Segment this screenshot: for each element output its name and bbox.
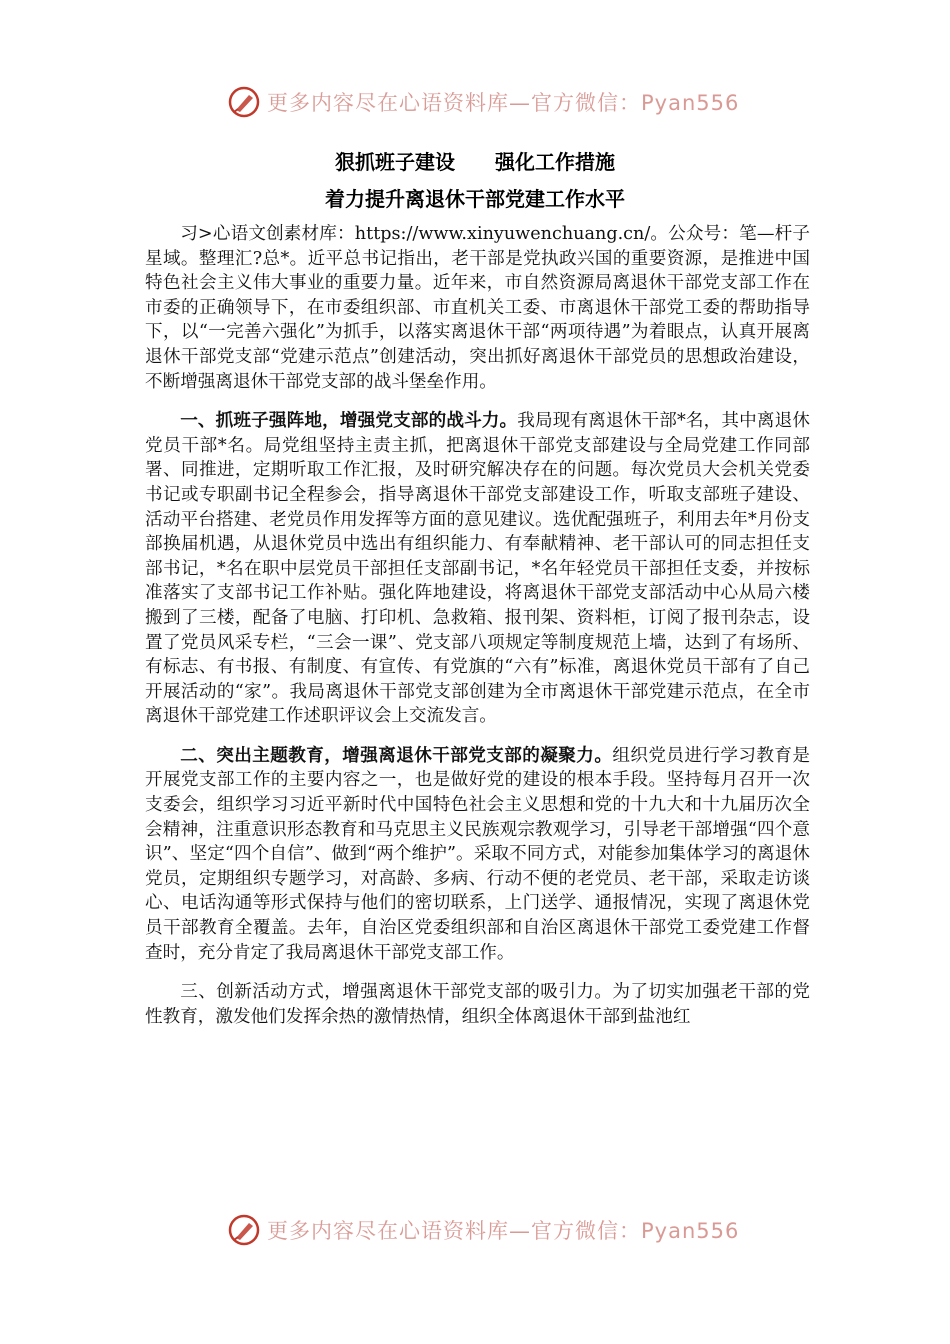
banner-text: 更多内容尽在心语资料库—官方微信：Pyan556 bbox=[267, 91, 740, 115]
document-title-line2: 着力提升离退休干部党建工作水平 bbox=[325, 187, 625, 211]
paragraph-text: 我局现有离退休干部*名，其中离退休党员干部*名。局党组坚持主责主抓，把离退休干部党支部建设与全局党建工作同部署、同推进，定期听取工作汇报，及时研究解决存在的问题。每次党员大会机关党委书记或专职副书记全程参会，指导离退休干部党支部建设工作，听取支部班子建设、活动平台搭建、老党员作用发挥等方面的意见建议。选优配强班子，利用去年*月份支部换届机遇，从退休党员中选出有组织能力、有奉献精神、老干部认可的同志担任支部书记，*名在职中层党员干部担任支部副书记，*名年轻党员干部担任支委，并按标准落实了支部书记工作补贴。强化阵地建设，将离退休干部党支部活动中心从局六楼搬到了三楼，配备了电脑、打印机、急救箱、报刊架、资料柜，订阅了报刊杂志，设置了党员风采专栏，“三会一课”、党支部八项规定等制度规范上墙，达到了有场所、有标志、有书报、有制度、有宣传、有党旗的“六有”标准，离退休党员干部有了自己开展活动的“家”。我局离退休干部党支部创建为全市离退休干部党建示范点，在全市离退休干部党建工作述职评议会上交流发言。 bbox=[145, 411, 810, 727]
document-body bbox=[145, 222, 810, 1029]
paragraph-text: 三、创新活动方式，增强离退休干部党支部的吸引力。为了切实加强老干部的党性教育，激发他们发挥余热的激情热情，组织全体离退休干部到盐池红 bbox=[145, 982, 810, 1027]
section-heading: 一、抓班子强阵地，增强党支部的战斗力。 bbox=[180, 410, 518, 432]
paragraph-section-3 bbox=[145, 980, 810, 1029]
brand-logo-icon bbox=[227, 85, 261, 119]
section-heading: 二、突出主题教育，增强离退休干部党支部的凝聚力。 bbox=[180, 744, 613, 766]
footer-watermark-banner bbox=[0, 1208, 950, 1252]
paragraph-text: 习>心语文创素材库：https://www.xinyuwenchuang.cn/。公众号：笔—杆子星域。整理汇?总*。近平总书记指出，老干部是党执政兴国的重要资源，是推进中国特色社会主义伟大事业的重要力量。近年来，市自然资源局离退休干部党支部工作在市委的正确领导下，在市委组织部、市直机关工委、市离退休干部党工委的帮助指导下，以“一完善六强化”为抓手，以落实离退休干部“两项待遇”为着眼点，认真开展离退休干部党支部“党建示范点”创建活动，突出抓好离退休干部党员的思想政治建设，不断增强离退休干部党支部的战斗堡垒作用。 bbox=[145, 224, 810, 392]
banner-text: 更多内容尽在心语资料库—官方微信：Pyan556 bbox=[267, 1219, 740, 1243]
paragraph-text: 组织党员进行学习教育是开展党支部工作的主要内容之一，也是做好党的建设的根本手段。坚持每月召开一次支委会，组织学习习近平新时代中国特色社会主义思想和党的十九大和十九届历次全会精神，注重意识形态教育和马克思主义民族观宗教观学习，引导老干部增强“四个意识”、坚定“四个自信”、做到“两个维护”。采取不同方式，对能参加集体学习的离退休党员，定期组织专题学习，对高龄、多病、行动不便的老党员、老干部，采取走访谈心、电话沟通等形式保持与他们的密切联系，上门送学、通报情况，实现了离退休党员干部教育全覆盖。去年，自治区党委组织部和自治区离退休干部党工委党建工作督查时，充分肯定了我局离退休干部党支部工作。 bbox=[145, 745, 810, 963]
paragraph-section-2 bbox=[145, 744, 810, 965]
paragraph-section-1 bbox=[145, 409, 810, 729]
header-watermark-banner bbox=[0, 80, 950, 124]
brand-logo-icon bbox=[227, 1213, 261, 1247]
document-title-line1: 狠抓班子建设 强化工作措施 bbox=[335, 150, 615, 174]
paragraph-intro bbox=[145, 222, 810, 394]
